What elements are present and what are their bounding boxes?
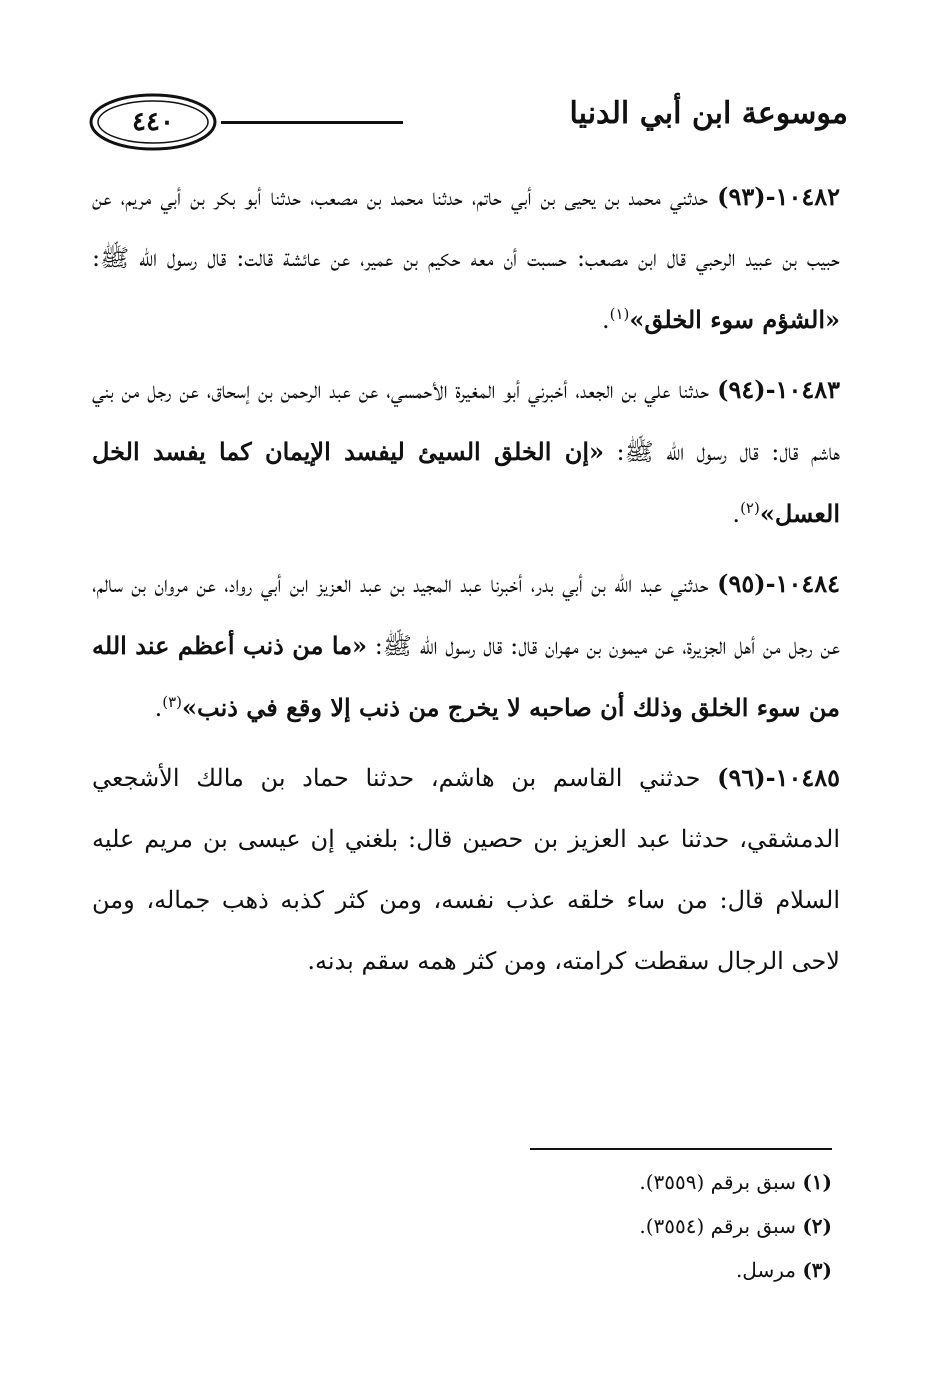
page-number: ٤٤٠: [132, 107, 174, 137]
footnote-text: مرسل.: [735, 1258, 796, 1282]
main-text: [92, 166, 840, 1000]
hadith-number: ١٠٤٨٢-(٩٣): [717, 182, 840, 211]
hadith-quote: «إن الخلق السيئ ليفسد الإيمان كما يفسد الخل العسل»: [92, 437, 840, 528]
footnote-text: سبق برقم (٣٥٥٩).: [639, 1170, 796, 1194]
hadith-number: ١٠٤٨٥-(٩٦): [717, 763, 840, 792]
hadith-text: حدثنا علي بن الجعد، أخبرني أبو المغيرة الأحمسي، عن عبد الرحمن بن إسحاق، عن رجل من بني هاشم قال: قال رسول الله ﷺ:: [92, 376, 841, 466]
footnote: [432, 1160, 832, 1204]
hadith-quote: «الشؤم سوء الخلق»: [629, 305, 840, 334]
footnote: [432, 1248, 832, 1292]
footnote-label: (٣): [802, 1258, 832, 1282]
hadith-paragraph: [92, 553, 840, 739]
hadith-number: ١٠٤٨٤-(٩٥): [717, 569, 840, 598]
paragraph-end: .: [601, 306, 610, 334]
book-title: موسوعة ابن أبي الدنيا: [569, 96, 848, 131]
hadith-paragraph: [92, 359, 840, 545]
paragraph-end: .: [732, 500, 741, 528]
footnote-ref: (٢): [740, 499, 760, 517]
page-number-badge: [88, 92, 218, 152]
footnote: [432, 1204, 832, 1248]
paragraph-end: .: [154, 694, 163, 722]
footnote-label: (١): [802, 1170, 832, 1194]
hadith-number: ١٠٤٨٣-(٩٤): [717, 375, 840, 404]
footnote-ref: (٣): [162, 693, 183, 711]
hadith-text: حدثني محمد بن يحيى بن أبي حاتم، حدثنا محمد بن مصعب، حدثنا أبو بكر بن أبي مريم، عن حبيب بن عبيد الرحبي قال ابن مصعب: حسبت أن معه حكيم بن عمير، عن عائشة قالت: قال رسول الله ﷺ:: [92, 183, 840, 272]
footnote-separator: [530, 1148, 832, 1150]
hadith-quote: «ما من ذنب أعظم عند الله من سوء الخلق وذلك أن صاحبه لا يخرج من ذنب إلا وقع في ذنب»: [92, 631, 840, 722]
hadith-paragraph: [92, 166, 840, 351]
footnote-label: (٢): [802, 1214, 832, 1238]
page-header: [88, 92, 848, 156]
footnote-text: سبق برقم (٣٥٥٤).: [639, 1214, 796, 1238]
header-rule: [221, 121, 403, 124]
footnotes: [432, 1160, 832, 1292]
hadith-text: حدثني عبد الله بن أبي بدر، أخبرنا عبد المجيد بن عبد العزيز ابن أبي رواد، عن مروان بن سالم، عن رجل من أهل الجزيرة، عن ميمون بن مهران قال: قال رسول الله ﷺ:: [92, 570, 841, 660]
hadith-text: حدثني القاسم بن هاشم، حدثنا حماد بن مالك الأشجعي الدمشقي، حدثنا عبد العزيز بن حصين قال: بلغني إن عيسى بن مريم عليه السلام قال: من ساء خلقه عذب نفسه، ومن كثر كذبه ذهب جماله، ومن لاحى الرجال سقطت كرامته، ومن كثر همه سقم بدنه.: [92, 764, 840, 975]
footnote-ref: (١): [609, 305, 630, 323]
hadith-paragraph: [92, 747, 840, 992]
